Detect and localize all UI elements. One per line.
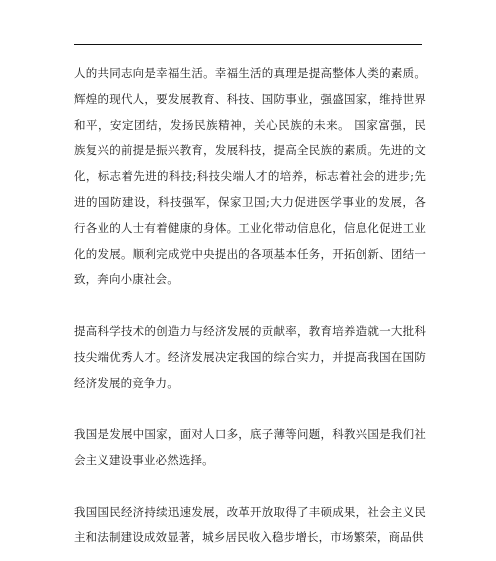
header-rule [74, 44, 422, 45]
paragraph-1: 人的共同志向是幸福生活。幸福生活的真理是提高整体人类的素质。辉煌的现代人，要发展教育、科技、国防事业，强盛国家，维持世界和平，安定团结，发扬民族精神，关心民族的未来。 国家富强，民族复兴的前提是振兴教育，发展科技，提高全民族的素质。先进的文化，标志着先进的科技;科技尖端人才的培养，标志着社会的进步;先进的国防建设，科技强军，保家卫国;大力促进医学事业的发展，各行各业的人士有着健康的身体。工业化带动信息化，信息化促进工业化的发展。顺利完成党中央提出的各项基本任务，开拓创新、团结一致，奔向小康社会。 [74, 66, 426, 287]
paragraph-4: 我国国民经济持续迅速发展，改革开放取得了丰硕成果，社会主义民主和法制建设成效显著，城乡居民收入稳步增长，市场繁荣，商品供 [74, 504, 426, 545]
document-body [74, 61, 426, 551]
paragraph-3: 我国是发展中国家，面对人口多，底子薄等问题，科教兴国是我们社会主义建设事业必然选择。 [74, 427, 426, 467]
paragraph-2: 提高科学技术的创造力与经济发展的贡献率，教育培养造就一大批科技尖端优秀人才。经济发展决定我国的综合实力，并提高我国在国防经济发展的竞争力。 [74, 323, 426, 390]
